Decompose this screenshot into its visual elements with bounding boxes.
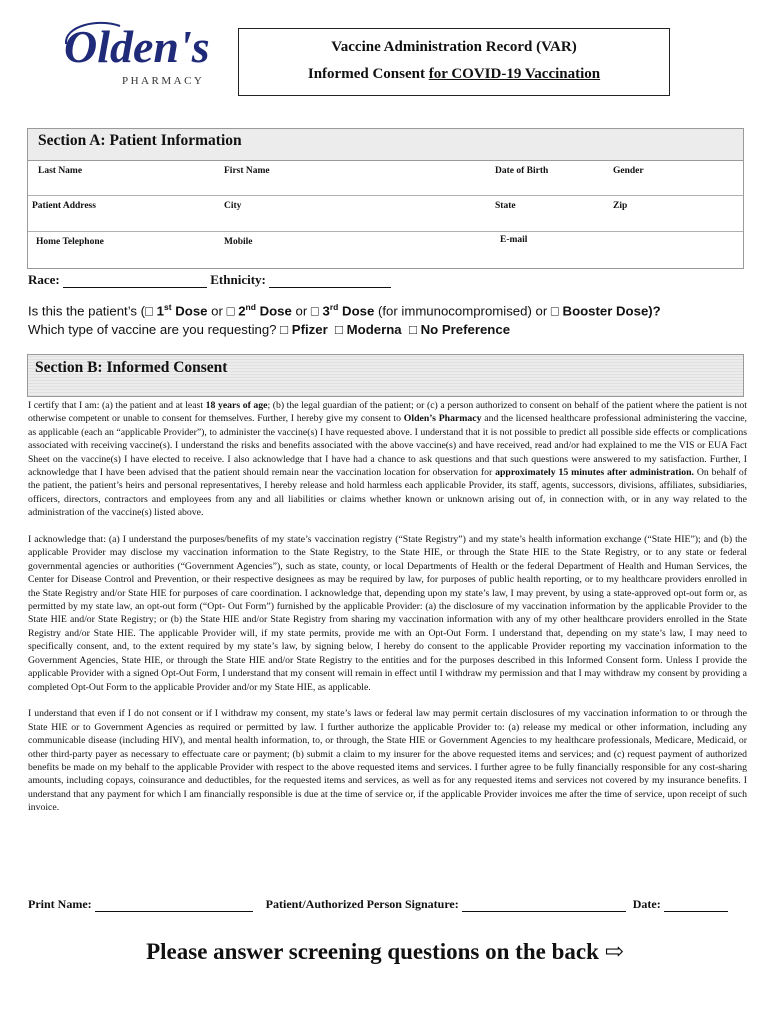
immuno-text: (for immunocompromised) or — [374, 303, 551, 319]
third-dose-word: Dose — [338, 303, 375, 319]
city-field[interactable]: City — [224, 201, 242, 211]
first-dose-label: 1 — [153, 303, 165, 319]
form-title: Vaccine Administration Record (VAR) — [331, 39, 577, 55]
p1-e: and the licensed healthcare professional administering the vaccine, as applicable (each an “applicable Provider”), to administer the vaccine(s) I have requested above. I understand that it is not possible to predict all possible side effects or complications associated with receiving vaccine(s). I understand the risks and benefits associated with the above vaccine(s) and have received, read and/or had explained to me the VIS or EUA Fact Sheet on the vaccine(s) I have elected to receive. I also acknowledge that I have had a chance to ask questions and that such questions were answered to my satisfaction. Further, I acknowledge that I have been advised that the patient should remain near the vaccination location for observation for — [28, 413, 747, 479]
dose-question-text: Is this the patient’s ( — [28, 303, 146, 319]
last-name-field[interactable]: Last Name — [38, 166, 83, 176]
signature-input[interactable] — [462, 899, 626, 912]
p1-age: 18 years of age — [205, 400, 268, 411]
consent-paragraph-3: I understand that even if I do not consent or if I withdraw my consent, my state’s laws or federal law may permit certain disclosures of my vaccination information to or through the State HIE or to Government Agencies as required or permitted by law. I further authorize the applicable Provider to: (a) release my medical or other information, including any communicable disease (including HIV), and mental health information, to, or through, the State HIE or Government Agencies to my healthcare professionals, Medicare, Medicaid, or other third-party payer as necessary to effectuate care or payment; (b) submit a claim to my insurer for the above requested items and services; and (c) request payment of authorized benefits be made on my behalf to the applicable Provider with respect to the above requested items and services. I further agree to be fully financially responsible for any cost-sharing amounts, including copays, coinsurance and deductibles, for the requested items and services, as well as for any requested items and services not covered by my insurance benefits. I understand that any payment for which I am financially responsible is due at the time of service or, if the applicable Provider invoices me after the time of service, upon receipt of such invoice. — [28, 708, 747, 814]
subtitle-underlined: for COVID-19 Vaccination — [428, 66, 601, 82]
third-dose-checkbox[interactable]: □ — [310, 303, 319, 319]
p1-observation: approximately 15 minutes after administration. — [495, 467, 694, 479]
date-label: Date: — [632, 897, 661, 911]
gender-field[interactable]: Gender — [613, 166, 644, 176]
footer-text: Please answer screening questions on the back — [146, 939, 605, 964]
footer-note — [0, 938, 770, 965]
second-dose-suffix: nd — [245, 302, 256, 312]
home-telephone-field[interactable]: Home Telephone — [36, 237, 104, 247]
patient-info-grid — [27, 161, 744, 269]
informed-consent-text — [28, 399, 747, 828]
second-dose-label: 2 — [234, 303, 246, 319]
third-dose-label: 3 — [318, 303, 330, 319]
p1-pharmacy: Olden’s Pharmacy — [403, 413, 482, 425]
first-dose-word: Dose — [171, 303, 208, 319]
signature-label: Patient/Authorized Person Signature: — [265, 897, 459, 911]
booster-dose-label: Booster Dose — [558, 303, 649, 319]
subtitle-prefix: Informed Consent — [307, 66, 429, 82]
logo-subtitle: PHARMACY — [122, 75, 205, 87]
p1-c: ; (b) the legal guardian of the patient; or (c) a person authorized to consent on behalf of the patient where the patient is not otherwise competent or unable to consent for themselves. Further, I hereby give my consent to — [28, 400, 747, 425]
vaccine-question-text: Which type of vaccine are you requesting? — [28, 322, 281, 337]
date-of-birth-field[interactable]: Date of Birth — [495, 166, 549, 176]
date-input[interactable] — [664, 899, 728, 912]
or-text-1: or — [207, 303, 227, 319]
first-dose-checkbox[interactable]: □ — [145, 303, 154, 319]
race-label: Race: — [28, 272, 60, 287]
p1-a: I certify that I am: (a) the patient and at least — [28, 400, 206, 411]
third-dose-suffix: rd — [329, 302, 339, 312]
zip-field[interactable]: Zip — [613, 201, 628, 211]
pfizer-label: Pfizer — [288, 322, 328, 337]
patient-address-field[interactable]: Patient Address — [32, 201, 96, 211]
moderna-label: Moderna — [343, 322, 402, 337]
signature-row — [28, 897, 728, 912]
second-dose-word: Dose — [255, 303, 292, 319]
moderna-checkbox[interactable]: □ — [335, 322, 344, 337]
or-text-2: or — [291, 303, 311, 319]
section-a-header — [27, 128, 744, 161]
mobile-field[interactable]: Mobile — [224, 237, 253, 247]
race-input[interactable] — [63, 275, 207, 288]
section-b-title: Section B: Informed Consent — [35, 359, 228, 376]
no-preference-checkbox[interactable]: □ — [408, 322, 417, 337]
print-name-label: Print Name: — [28, 897, 92, 911]
pfizer-checkbox[interactable]: □ — [280, 322, 289, 337]
ethnicity-input[interactable] — [269, 275, 391, 288]
first-dose-suffix: st — [164, 302, 172, 312]
consent-paragraph-1 — [28, 399, 747, 520]
first-name-field[interactable]: First Name — [224, 166, 270, 176]
dose-question — [28, 302, 661, 318]
race-ethnicity-row — [28, 272, 391, 288]
print-name-input[interactable] — [95, 899, 253, 912]
dose-question-end: )? — [648, 303, 661, 319]
consent-paragraph-2: I acknowledge that: (a) I understand the purposes/benefits of my state’s vaccination registry (“State Registry”) and my state’s health information exchange (“State HIE”); and (b) the applicable Provider may disclose my vaccination information to the State Registry, to the State HIE, or through the State HIE to the State Registry, or to any state or federal governmental agencies or authorities (“Government Agencies”), such as state, county, or local Departments of Health or the federal Department of Health and Human Services, the Center for Disease Control and Prevention, or their respective designees as may be required by law, for purposes of public health reporting, or to my healthcare providers enrolled in the State Registry and/or State HIE for purposes of care coordination. I acknowledge that, depending upon my state’s law, I may prevent, by using a state-approved opt-out form or, as permitted by my state law, an opt-out form (“Opt- Out Form”) furnished by the applicable Provider: (a) the disclosure of my vaccination information by the applicable Provider to the State HIE and/or State Registry; or (b) the State HIE and/or State Registry from sharing my vaccination information with any of my other healthcare providers enrolled in the State Registry and/or State HIE. The applicable Provider will, if my state permits, provide me with an Opt-Out Form. I understand that, depending on my state’s law, I may need to specifically consent, and, to the extent required by my state’s law, by signing below, I hereby do consent to the applicable Provider reporting my vaccination information to the Government Agencies, State HIE, or through the State HIE and/or State Registry to the entities and for the purposes described in this Informed Consent form. Unless I provide the applicable Provider with a signed Opt-Out Form, I understand that my consent will remain in effect until I withdraw my permission and that I may withdraw my consent by providing a completed Opt-Out Form to the applicable Provider and/or my State HIE, as applicable. — [28, 534, 747, 693]
logo-wordmark: Olden's — [64, 21, 210, 72]
section-a-title: Section A: Patient Information — [38, 132, 242, 149]
oldens-pharmacy-logo — [58, 14, 214, 90]
form-subtitle — [239, 66, 669, 83]
booster-dose-checkbox[interactable]: □ — [550, 303, 559, 319]
right-arrow-icon: ⇨ — [604, 939, 624, 964]
p1-g: On behalf of the patient, the patient’s heirs and personal representatives, I hereby release and hold harmless each applicable Provider, its staff, agents, successors, divisions, affiliates, subsidiaries, officers, directors, contractors and employees from any and all liabilities or claims whether known or unknown arising out of, in connection with, or in any way related to the administration of the vaccine(s) listed above. — [28, 467, 747, 519]
state-field[interactable]: State — [495, 201, 516, 211]
vaccine-type-question — [28, 322, 510, 337]
section-b-header — [27, 354, 744, 397]
ethnicity-label: Ethnicity: — [210, 272, 266, 287]
no-preference-label: No Preference — [416, 322, 511, 337]
second-dose-checkbox[interactable]: □ — [226, 303, 235, 319]
form-title-box — [238, 28, 670, 96]
email-field[interactable]: E-mail — [500, 235, 528, 245]
